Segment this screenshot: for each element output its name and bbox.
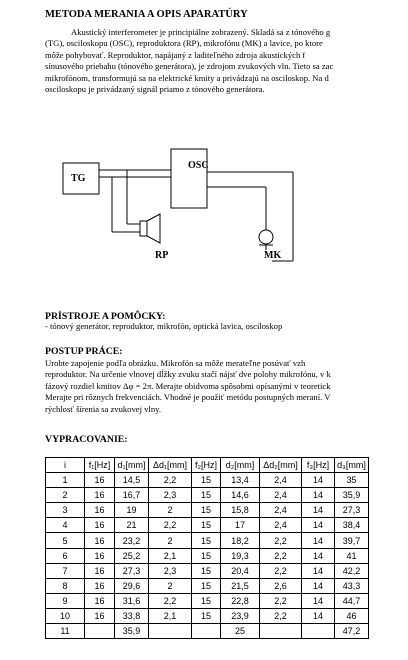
column-header: i xyxy=(46,458,85,473)
table-cell xyxy=(302,624,335,639)
table-cell: 14 xyxy=(302,578,335,593)
table-cell: 25 xyxy=(221,624,260,639)
table-cell: 14 xyxy=(302,488,335,503)
table-row xyxy=(46,488,369,503)
table-row xyxy=(46,473,369,488)
table-cell: 15,8 xyxy=(221,503,260,518)
table-cell: 4 xyxy=(46,518,85,533)
table-row xyxy=(46,503,369,518)
table-cell: 21 xyxy=(115,518,149,533)
table-row xyxy=(46,533,369,548)
table-cell: 2,2 xyxy=(260,563,302,578)
column-header: Δd₁[mm] xyxy=(149,458,192,473)
table-cell: 15 xyxy=(192,473,221,488)
table-cell: 2,2 xyxy=(260,593,302,608)
method-line: môže pohybovať. Reproduktor, napájaný z laditeľného zdroja akustických f xyxy=(45,49,306,60)
speaker-label: RP xyxy=(155,250,169,261)
table-cell xyxy=(260,624,302,639)
table-cell xyxy=(149,624,192,639)
table-cell: 23,9 xyxy=(221,608,260,623)
microphone-label: MK xyxy=(264,250,282,261)
table-cell: 2,3 xyxy=(149,488,192,503)
oscilloscope-label: OSC xyxy=(188,160,209,171)
column-header: f₂[Hz] xyxy=(192,458,221,473)
circuit-diagram xyxy=(0,130,408,270)
table-cell: 17 xyxy=(221,518,260,533)
table-row xyxy=(46,608,369,623)
table-cell: 42,2 xyxy=(335,563,369,578)
table-row xyxy=(46,518,369,533)
table-cell: 15 xyxy=(192,578,221,593)
table-cell: 5 xyxy=(46,533,85,548)
table-cell: 2,4 xyxy=(260,518,302,533)
table-cell: 44,7 xyxy=(335,593,369,608)
table-cell: 14,5 xyxy=(115,473,149,488)
table-cell: 2,2 xyxy=(260,533,302,548)
column-header: d₁[mm] xyxy=(115,458,149,473)
table-cell: 31,6 xyxy=(115,593,149,608)
table-cell: 15 xyxy=(192,533,221,548)
table-cell: 2 xyxy=(46,488,85,503)
column-header: f₃[Hz] xyxy=(302,458,335,473)
results-heading: VYPRACOVANIE: xyxy=(45,434,128,445)
table-cell: 16 xyxy=(85,488,115,503)
table-cell: 47,2 xyxy=(335,624,369,639)
procedure-line: fázový rozdiel kmitov Δφ = 2π. Merajte obidvoma spôsobmi opísanými v teoretick xyxy=(45,380,331,391)
table-cell: 6 xyxy=(46,548,85,563)
instruments-text: - tónový generátor, reproduktor, mikrofón, optická lavica, osciloskop xyxy=(45,321,283,331)
table-cell: 8 xyxy=(46,578,85,593)
table-cell: 23,2 xyxy=(115,533,149,548)
table-cell: 35 xyxy=(335,473,369,488)
table-cell: 2 xyxy=(149,503,192,518)
column-header: f₁[Hz] xyxy=(85,458,115,473)
table-cell: 20,4 xyxy=(221,563,260,578)
table-cell: 11 xyxy=(46,624,85,639)
table-cell: 13,4 xyxy=(221,473,260,488)
table-cell: 2,2 xyxy=(149,518,192,533)
table-cell: 16 xyxy=(85,578,115,593)
table-cell: 18,2 xyxy=(221,533,260,548)
table-cell: 16 xyxy=(85,473,115,488)
column-header: d₂[mm] xyxy=(221,458,260,473)
procedure-line: Urobte zapojenie podľa obrázku. Mikrofón sa môže merateľne posúvať vzh xyxy=(45,358,306,368)
table-cell: 16 xyxy=(85,503,115,518)
table-cell: 35,9 xyxy=(335,488,369,503)
microphone-icon xyxy=(259,230,273,244)
method-line: (TG), osciloskopu (OSC), reproduktora (RP), mikrofónu (MK) a lavice, po ktore xyxy=(45,38,323,49)
table-cell: 3 xyxy=(46,503,85,518)
method-paragraph xyxy=(45,27,333,95)
instruments-heading: PRÍSTROJE A POMÔCKY: xyxy=(45,311,166,322)
method-heading: METODA MERANIA A OPIS APARATÚRY xyxy=(45,9,248,20)
tone-generator-label: TG xyxy=(71,173,86,184)
table-cell: 2,1 xyxy=(149,608,192,623)
table-cell: 14 xyxy=(302,608,335,623)
procedure-line: reproduktor. Na určenie vlnovej dĺžky zvuku stačí nájsť dve polohy mikrofónu, v k xyxy=(45,369,331,380)
method-line: osciloskopu je privádzaný signál priamo z tónového generátora. xyxy=(45,83,265,94)
table-cell: 43,3 xyxy=(335,578,369,593)
table-cell: 15 xyxy=(192,503,221,518)
table-cell: 46 xyxy=(335,608,369,623)
method-line: sínusového priebahu (tónového generátora), je zdrojom zvukových vln. Tieto sa zac xyxy=(45,61,334,72)
table-cell: 16 xyxy=(85,563,115,578)
table-row xyxy=(46,578,369,593)
table-cell: 14 xyxy=(302,593,335,608)
table-cell: 38,4 xyxy=(335,518,369,533)
table-cell: 2,3 xyxy=(149,563,192,578)
table-cell: 14 xyxy=(302,548,335,563)
table-cell: 14 xyxy=(302,473,335,488)
table-row xyxy=(46,563,369,578)
table-cell: 16 xyxy=(85,533,115,548)
table-cell: 15 xyxy=(192,563,221,578)
column-header: Δd₂[mm] xyxy=(260,458,302,473)
table-cell: 35,9 xyxy=(115,624,149,639)
table-row xyxy=(46,624,369,639)
table-cell: 16,7 xyxy=(115,488,149,503)
table-cell: 29,6 xyxy=(115,578,149,593)
table-cell: 2,2 xyxy=(260,608,302,623)
procedure-paragraph xyxy=(45,358,331,415)
table-cell: 2,4 xyxy=(260,473,302,488)
method-line: Akustický interferometer je principiálne zobrazený. Skladá sa z tónového g xyxy=(71,27,331,37)
table-cell: 14 xyxy=(302,503,335,518)
table-header-row xyxy=(46,458,369,473)
table-cell: 15 xyxy=(192,488,221,503)
table-cell: 1 xyxy=(46,473,85,488)
measurement-table xyxy=(45,457,369,639)
procedure-heading: POSTUP PRÁCE: xyxy=(45,346,123,357)
table-cell: 19 xyxy=(115,503,149,518)
table-cell: 2,2 xyxy=(260,548,302,563)
table-cell: 41 xyxy=(335,548,369,563)
table-cell: 2 xyxy=(149,533,192,548)
table-cell: 9 xyxy=(46,593,85,608)
table-cell xyxy=(192,624,221,639)
procedure-line: Merajte pri rôznych frekvenciách. Vhodné je použiť metódu postupných meraní. V xyxy=(45,392,331,403)
table-cell: 15 xyxy=(192,593,221,608)
table-cell: 2,2 xyxy=(149,473,192,488)
table-cell: 14 xyxy=(302,518,335,533)
table-cell: 2,6 xyxy=(260,578,302,593)
table-cell: 14,6 xyxy=(221,488,260,503)
table-cell: 14 xyxy=(302,533,335,548)
table-cell: 16 xyxy=(85,608,115,623)
table-cell: 16 xyxy=(85,548,115,563)
table-cell: 22,8 xyxy=(221,593,260,608)
column-header: d₃[mm] xyxy=(335,458,369,473)
table-cell xyxy=(85,624,115,639)
table-row xyxy=(46,593,369,608)
table-cell: 2,4 xyxy=(260,488,302,503)
table-cell: 27,3 xyxy=(115,563,149,578)
table-cell: 16 xyxy=(85,593,115,608)
table-cell: 15 xyxy=(192,518,221,533)
table-cell: 2,2 xyxy=(149,593,192,608)
table-cell: 33,8 xyxy=(115,608,149,623)
table-cell: 2,1 xyxy=(149,548,192,563)
table-cell: 27,3 xyxy=(335,503,369,518)
table-cell: 15 xyxy=(192,548,221,563)
table-cell: 7 xyxy=(46,563,85,578)
table-row xyxy=(46,548,369,563)
procedure-line: rýchlosť šírenia sa zvukovej vlny. xyxy=(45,403,161,414)
table-cell: 2 xyxy=(149,578,192,593)
speaker-cone-icon xyxy=(147,214,160,243)
table-cell: 2,4 xyxy=(260,503,302,518)
table-cell: 39,7 xyxy=(335,533,369,548)
oscilloscope-box xyxy=(171,149,207,208)
table-cell: 25,2 xyxy=(115,548,149,563)
speaker-icon xyxy=(140,221,147,236)
table-cell: 21,5 xyxy=(221,578,260,593)
table-cell: 10 xyxy=(46,608,85,623)
method-line: mikrofónom, transformujú sa na elektrické kmity a privádzajú na osciloskop. Na d xyxy=(45,72,329,83)
table-cell: 19,3 xyxy=(221,548,260,563)
table-cell: 15 xyxy=(192,608,221,623)
table-cell: 14 xyxy=(302,563,335,578)
table-cell: 16 xyxy=(85,518,115,533)
